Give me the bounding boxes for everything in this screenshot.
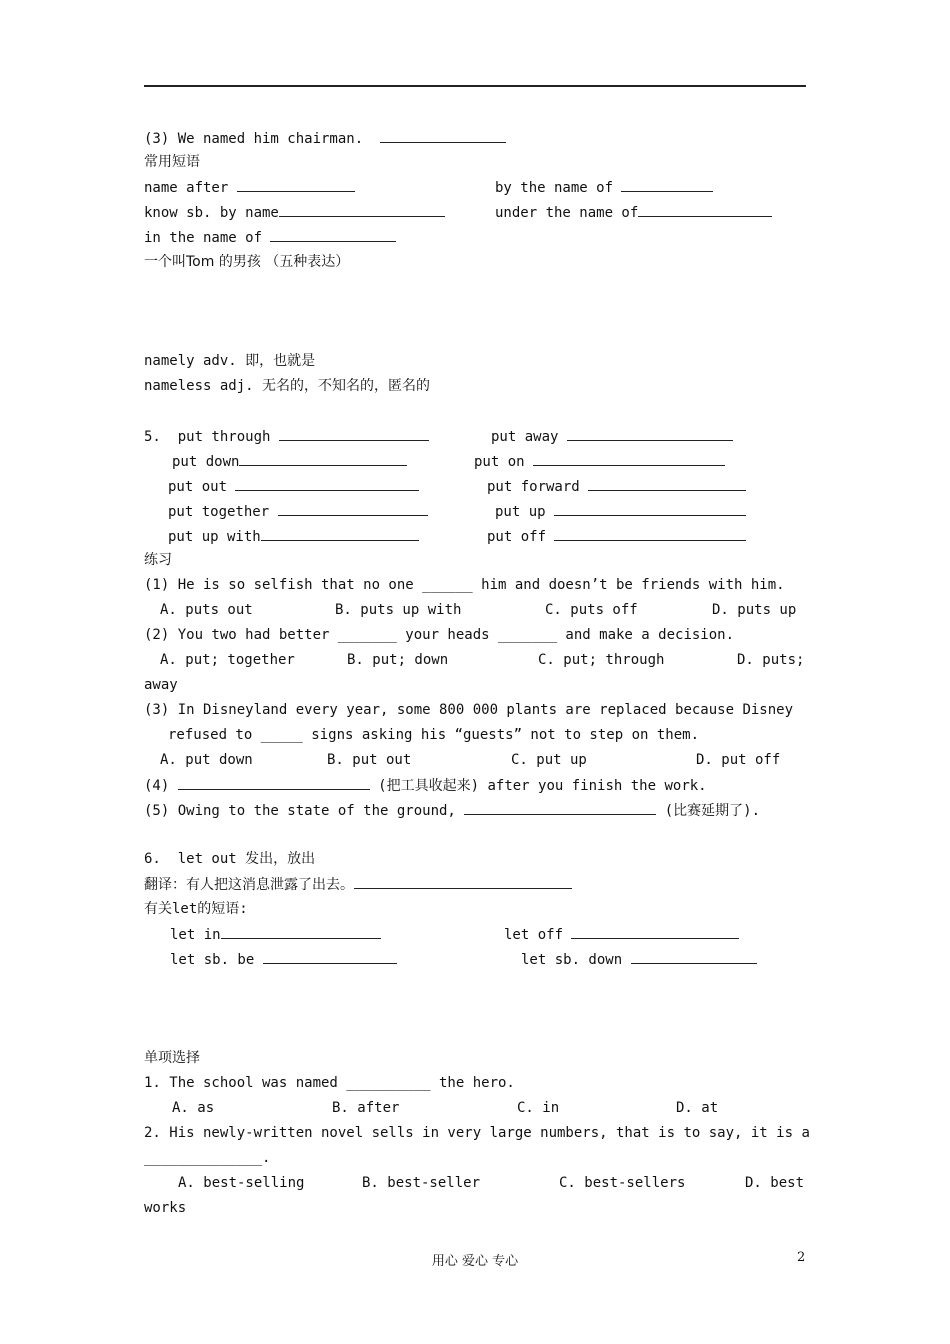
put-away: put away — [491, 427, 733, 446]
header-rule — [144, 85, 806, 87]
put-forward: put forward — [487, 477, 746, 496]
phrase-name-after: name after — [144, 178, 355, 197]
practice-q3-opt-c: C. put up — [511, 752, 587, 768]
let-sb-be: let sb. be — [170, 950, 397, 969]
namely-def: namely adv. 即，也就是 — [144, 353, 316, 369]
let-in: let in — [170, 925, 381, 944]
let-phrases-title: 有关let的短语: — [144, 901, 248, 917]
name-q3: (3) We named him chairman. — [144, 129, 506, 148]
practice-q2-opt-a: A. put; together — [160, 652, 295, 668]
practice-q2-wrap: away — [144, 677, 178, 693]
mc-q2-opt-b: B. best-seller — [362, 1175, 481, 1191]
phrase-by-the-name-of: by the name of — [495, 178, 713, 197]
mc-q1-opt-c: C. in — [517, 1100, 560, 1116]
boy-prompt: 一个叫Tom 的男孩 （五种表达） — [144, 254, 350, 270]
mc-q2-opt-d: D. best — [745, 1175, 805, 1191]
practice-q5: (5) Owing to the state of the ground, (比赛延期了). — [144, 803, 761, 819]
practice-q3-opt-b: B. put out — [327, 752, 412, 768]
mc-q1-opt-a: A. as — [172, 1100, 215, 1116]
phrase-in-the-name-of: in the name of — [144, 228, 396, 247]
mc-title: 单项选择 — [144, 1050, 200, 1066]
put-down: put down — [172, 452, 407, 471]
practice-q1-opt-c: C. puts off — [545, 602, 638, 618]
practice-q4: (4) (把工具收起来) after you finish the work. — [144, 778, 707, 794]
practice-q3-line2: refused to _____ signs asking his “guests” not to step on them. — [168, 727, 700, 743]
practice-q3-opt-d: D. put off — [696, 752, 781, 768]
mc-q2-wrap: works — [144, 1200, 187, 1216]
mc-q1: 1. The school was named __________ the hero. — [144, 1075, 515, 1091]
nameless-def: nameless adj. 无名的，不知名的，匿名的 — [144, 378, 431, 394]
practice-q3-line1: (3) In Disneyland every year, some 800 000 plants are replaced because Disney — [144, 702, 794, 718]
put-up: put up — [495, 502, 746, 521]
let-sb-down: let sb. down — [521, 950, 757, 969]
page-footer: 用心 爱心 专心 — [431, 1254, 519, 1269]
practice-q3-opt-a: A. put down — [160, 752, 253, 768]
page-number: 2 — [797, 1250, 806, 1265]
phrase-under-the-name-of: under the name of — [495, 203, 772, 222]
mc-q2-opt-c: C. best-sellers — [559, 1175, 686, 1191]
put-on: put on — [474, 452, 725, 471]
mc-q2: 2. His newly-written novel sells in very large numbers, that is to say, it is a — [144, 1125, 810, 1141]
mc-q2-opt-a: A. best-selling — [178, 1175, 305, 1191]
let-off: let off — [504, 925, 739, 944]
put-out: put out — [168, 477, 419, 496]
practice-q1-opt-d: D. puts up — [712, 602, 797, 618]
let-out-title: 6. let out 发出，放出 — [144, 851, 316, 867]
practice-q2-opt-c: C. put; through — [538, 652, 665, 668]
practice-q1-opt-b: B. puts up with — [335, 602, 462, 618]
mc-q2-blank: ______________. — [144, 1150, 271, 1166]
practice-q2: (2) You two had better _______ your heads _______ and make a decision. — [144, 627, 735, 643]
mc-q1-opt-d: D. at — [676, 1100, 719, 1116]
practice-q2-opt-b: B. put; down — [347, 652, 449, 668]
phrase-know-by-name: know sb. by name — [144, 203, 445, 222]
practice-title: 练习 — [144, 552, 172, 568]
put-through: 5. put through — [144, 427, 429, 446]
practice-q1-opt-a: A. puts out — [160, 602, 253, 618]
put-up-with: put up with — [168, 527, 419, 546]
practice-q2-opt-d: D. puts; — [737, 652, 805, 668]
put-off: put off — [487, 527, 746, 546]
practice-q1: (1) He is so selfish that no one ______ him and doesn’t be friends with him. — [144, 577, 785, 593]
put-together: put together — [168, 502, 428, 521]
mc-q1-opt-b: B. after — [332, 1100, 400, 1116]
phrases-title: 常用短语 — [144, 154, 200, 170]
let-translate: 翻译：有人把这消息泄露了出去。 — [144, 875, 572, 894]
